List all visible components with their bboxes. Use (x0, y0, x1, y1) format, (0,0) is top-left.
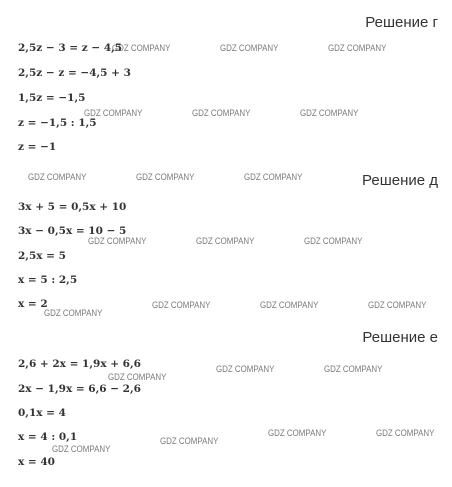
watermark-text: GDZ COMPANY (88, 236, 147, 246)
section-heading-d: Решение д (362, 172, 438, 189)
watermark-text: GDZ COMPANY (268, 428, 327, 438)
equation-line: z = −1,5 : 1,5 (18, 117, 97, 129)
equation-line: x = 4 : 0,1 (18, 431, 78, 443)
equation-line: 2,5z − z = −4,5 + 3 (18, 67, 131, 79)
equation-line: 0,1x = 4 (18, 407, 66, 419)
watermark-text: GDZ COMPANY (324, 364, 383, 374)
equation-line: 2x − 1,9x = 6,6 − 2,6 (18, 383, 141, 395)
equation-line: 2,5z − 3 = z − 4,5 (18, 42, 123, 54)
watermark-text: GDZ COMPANY (196, 236, 255, 246)
watermark-text: GDZ COMPANY (108, 372, 167, 382)
watermark-text: GDZ COMPANY (376, 428, 435, 438)
watermark-text: GDZ COMPANY (52, 444, 111, 454)
equation-line: 2,6 + 2x = 1,9x + 6,6 (18, 358, 141, 370)
watermark-text: GDZ COMPANY (84, 108, 143, 118)
watermark-text: GDZ COMPANY (192, 108, 251, 118)
equation-line: x = 5 : 2,5 (18, 274, 78, 286)
watermark-text: GDZ COMPANY (304, 236, 363, 246)
watermark-text: GDZ COMPANY (216, 364, 275, 374)
watermark-text: GDZ COMPANY (300, 108, 359, 118)
equation-line: z = −1 (18, 141, 57, 153)
watermark-text: GDZ COMPANY (220, 43, 279, 53)
equation-line: x = 40 (18, 456, 55, 468)
watermark-text: GDZ COMPANY (112, 43, 171, 53)
equation-line: x = 2 (18, 298, 48, 310)
watermark-text: GDZ COMPANY (28, 172, 87, 182)
watermark-text: GDZ COMPANY (244, 172, 303, 182)
section-heading-e: Решение е (362, 329, 438, 346)
equation-line: 3x + 5 = 0,5x + 10 (18, 201, 127, 213)
watermark-text: GDZ COMPANY (152, 300, 211, 310)
section-heading-g: Решение г (365, 14, 438, 31)
equation-line: 3x − 0,5x = 10 − 5 (18, 225, 127, 237)
equation-line: 2,5x = 5 (18, 250, 66, 262)
watermark-text: GDZ COMPANY (368, 300, 427, 310)
watermark-text: GDZ COMPANY (136, 172, 195, 182)
watermark-text: GDZ COMPANY (44, 308, 103, 318)
watermark-text: GDZ COMPANY (260, 300, 319, 310)
watermark-text: GDZ COMPANY (160, 436, 219, 446)
watermark-text: GDZ COMPANY (328, 43, 387, 53)
equation-line: 1,5z = −1,5 (18, 92, 86, 104)
